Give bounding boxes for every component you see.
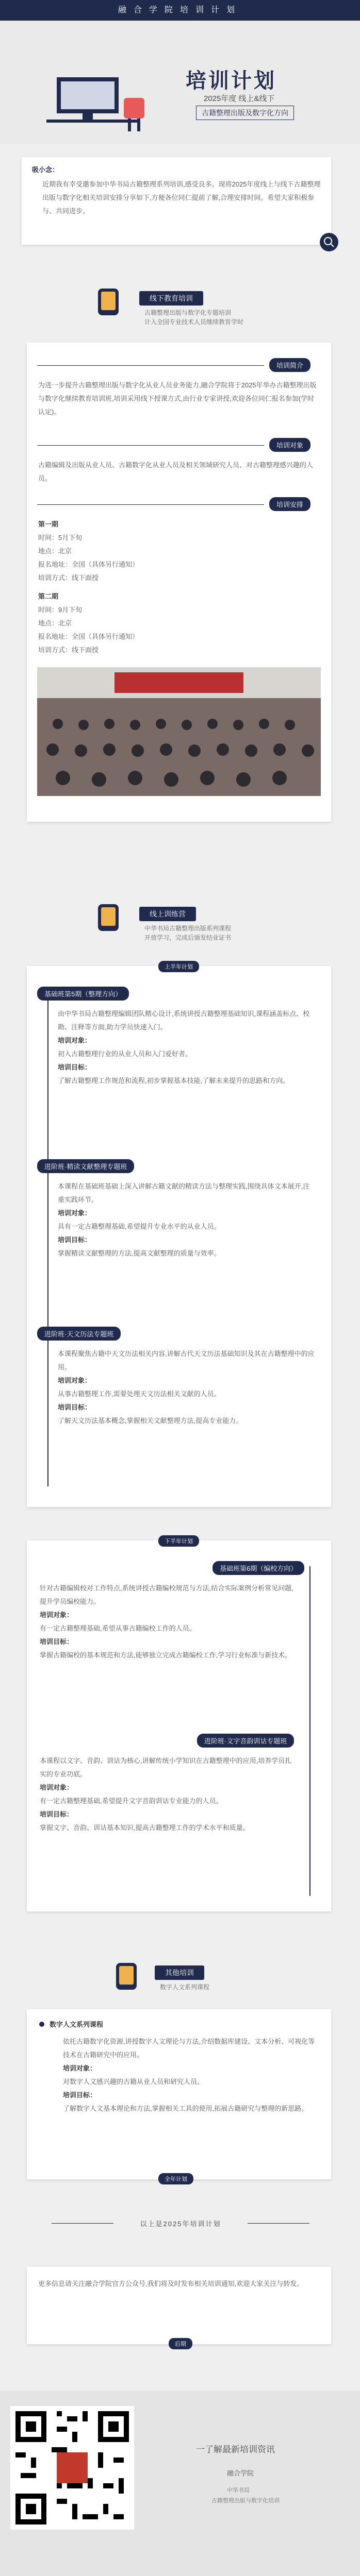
session-2 bbox=[38, 590, 317, 657]
hero-banner bbox=[0, 21, 360, 144]
course-title: 进阶班·文字音韵训诂专题班 bbox=[197, 1734, 294, 1748]
footer-line-left bbox=[52, 2223, 113, 2224]
top-bar bbox=[0, 0, 360, 21]
obj-text: 初入古籍整理行业的从业人员和入门爱好者。 bbox=[58, 1050, 192, 1058]
goal-text: 掌握古籍编校的基本规范和方法,能够独立完成古籍编校工作,学习行业标准与新技术。 bbox=[40, 1651, 292, 1659]
intro-body: 近期我有幸受邀参加中华书局古籍整理系列培训,感受良多。现将2025年度线上与线下古籍整理出版与数字化相关培训安排分享如下,方便各位同仁提前了解,合理安排时间。希望大家积极参与、共同进步。 bbox=[42, 180, 321, 215]
offline-card bbox=[27, 343, 331, 822]
goal-text: 掌握精读文献整理的方法,提高文献整理的质量与效率。 bbox=[58, 1249, 221, 1257]
obj-label: 培训对象： bbox=[58, 1209, 92, 1217]
tail-sub-3: 古籍整理出版与数字化培训 bbox=[211, 2498, 280, 2504]
offline-intro-body: 为进一步提升古籍整理出版与数字化从业人员业务能力,融合学院将于2025年举办古籍整理出版与数字化继续教育培训班,培训采用线下授课方式,由行业专家讲授,欢迎各位同仁报名参加(学时认定)。 bbox=[38, 381, 317, 416]
session-1 bbox=[38, 518, 317, 585]
tail-slogan: 一了解最新培训资讯 bbox=[196, 2445, 275, 2454]
course-body: 本课程在基础班基础上深入讲解古籍文献的精读方法与整理实践,围绕具体文本展开,注重实践环节。 bbox=[58, 1182, 310, 1204]
obj-text: 对数字人文感兴趣的古籍从业人员和研究人员。 bbox=[63, 2078, 204, 2086]
offline-intro-title: 培训简介 bbox=[269, 358, 310, 372]
session-time: 时间：9月下旬 bbox=[38, 606, 83, 614]
session-title: 第一期 bbox=[38, 520, 59, 528]
hero-subtitle: 2025年度 线上&线下 bbox=[204, 94, 275, 103]
obj-label: 培训对象： bbox=[40, 1611, 74, 1619]
h1-badge: 上半年计划 bbox=[158, 961, 199, 972]
desk-illustration bbox=[41, 57, 155, 134]
qr-icon[interactable] bbox=[10, 2406, 134, 2530]
tail-sub-1: 融合学院 bbox=[227, 2469, 254, 2477]
h2-badge: 下半年计划 bbox=[158, 1535, 199, 1547]
tail-badge: 后期 bbox=[169, 2338, 192, 2349]
top-bar-text: 融合学院培训计划 bbox=[118, 6, 242, 14]
obj-text: 从事古籍整理工作,需要处理天文历法相关文献的人员。 bbox=[58, 1390, 221, 1398]
hero-tag: 古籍整理出版及数字化方向 bbox=[196, 106, 294, 120]
bottom-section bbox=[0, 2391, 360, 2576]
timeline-line bbox=[47, 992, 48, 1486]
offline-caption-2: 计入全国专业技术人员继续教育学时 bbox=[144, 318, 244, 326]
course-3 bbox=[58, 1347, 316, 1428]
intro-heading: 吸小念： bbox=[32, 166, 59, 174]
session-form: 培训方式：线下面授 bbox=[38, 646, 99, 654]
online-h1-card bbox=[27, 966, 331, 1507]
course-title: 进阶班·天文历法专题班 bbox=[37, 1327, 121, 1341]
search-icon[interactable] bbox=[320, 233, 338, 251]
goal-text: 了解古籍整理工作规范和流程,初步掌握基本技能,了解未来提升的思路和方向。 bbox=[58, 1077, 290, 1084]
obj-label: 培训对象： bbox=[40, 1784, 74, 1791]
divider bbox=[37, 365, 264, 366]
online-title: 线上训练营 bbox=[139, 907, 196, 921]
divider bbox=[37, 445, 264, 446]
goal-label: 培训目标： bbox=[58, 1236, 92, 1244]
goal-text: 掌握文字、音韵、训诂基本知识,提高古籍整理工作的学术水平和质量。 bbox=[40, 1824, 250, 1832]
phone-icon bbox=[98, 289, 119, 315]
goal-label: 培训目标： bbox=[63, 2091, 97, 2099]
obj-label: 培训对象： bbox=[63, 2064, 97, 2072]
footer-note: 以上是2025年培训计划 bbox=[140, 2220, 221, 2228]
offline-caption-1: 古籍整理出版与数字化专题培训 bbox=[144, 309, 232, 316]
obj-label: 培训对象： bbox=[58, 1377, 92, 1384]
course-body: 本课程聚焦古籍中天文历法相关内容,讲解古代天文历法基础知识及其在古籍整理中的应用。 bbox=[58, 1350, 315, 1371]
session-place: 地点：北京 bbox=[38, 619, 72, 627]
session-place: 地点：北京 bbox=[38, 547, 72, 555]
divider bbox=[37, 504, 264, 505]
obj-label: 培训对象： bbox=[58, 1037, 92, 1044]
session-org: 报名地址：全国（具体另行通知） bbox=[38, 561, 139, 568]
offline-title: 线下教育培训 bbox=[139, 291, 203, 306]
other-badge: 全年计划 bbox=[158, 2173, 193, 2184]
other-course bbox=[63, 2035, 316, 2115]
offline-audience-title: 培训对象 bbox=[269, 438, 310, 452]
goal-label: 培训目标： bbox=[40, 1810, 74, 1818]
session-time: 时间：5月下旬 bbox=[38, 534, 83, 541]
course-title: 基础班第6期（编校方向） bbox=[212, 1561, 304, 1575]
tail-card bbox=[27, 2267, 331, 2347]
intro-card bbox=[22, 157, 331, 245]
offline-audience-body: 古籍编辑及出版从业人员、古籍数字化从业人员及相关领域研究人员、对古籍整理感兴趣的人员。 bbox=[38, 461, 314, 482]
obj-text: 具有一定古籍整理基础,希望提升专业水平的从业人员。 bbox=[58, 1223, 221, 1230]
other-card bbox=[27, 2009, 331, 2182]
session-form: 培训方式：线下面授 bbox=[38, 574, 99, 582]
obj-text: 有一定古籍整理基础,希望提升文字音韵训诂专业能力的人员。 bbox=[40, 1797, 223, 1805]
phone-icon bbox=[116, 1963, 137, 1990]
timeline-line bbox=[309, 1566, 310, 1896]
footer-line-right bbox=[248, 2223, 309, 2224]
goal-label: 培训目标： bbox=[58, 1403, 92, 1411]
other-course-title: 数字人文系列课程 bbox=[50, 2021, 104, 2028]
course-5 bbox=[40, 1754, 298, 1835]
session-title: 第二期 bbox=[38, 592, 59, 600]
online-h2-card bbox=[27, 1540, 331, 1911]
course-title: 进阶班·精读文献整理专题班 bbox=[37, 1159, 134, 1173]
goal-text: 了解天文历法基本概念,掌握相关文献整理方法,提高专业能力。 bbox=[58, 1417, 243, 1425]
other-caption: 数字人文系列课程 bbox=[160, 1984, 210, 1991]
bullet-dot bbox=[39, 2022, 44, 2027]
tail-text: 更多信息请关注融合学院官方公众号,我们将及时发布相关培训通知,欢迎大家关注与转发。 bbox=[38, 2280, 304, 2287]
session-org: 报名地址：全国（具体另行通知） bbox=[38, 633, 139, 640]
course-title: 基础班第5期（整理方向） bbox=[37, 987, 129, 1001]
classroom-photo bbox=[37, 667, 321, 796]
online-caption-2: 开放学习，完成后颁发结业证书 bbox=[144, 934, 232, 941]
obj-text: 有一定古籍整理基础,希望从事古籍编校工作的人员。 bbox=[40, 1624, 196, 1632]
course-body: 本课程以文字、音韵、训诂为核心,讲解传统小学知识在古籍整理中的应用,培养学员扎实的专业功底。 bbox=[40, 1757, 292, 1778]
course-2 bbox=[58, 1180, 316, 1260]
goal-text: 了解数字人文基本理论和方法,掌握相关工具的使用,拓展古籍研究与整理的新思路。 bbox=[63, 2105, 308, 2112]
phone-icon bbox=[98, 904, 119, 931]
course-body: 针对古籍编辑校对工作特点,系统讲授古籍编校规范与方法,结合实际案例分析常见问题,提升学员编校能力。 bbox=[40, 1584, 293, 1605]
online-caption-1: 中华书局古籍整理出版系列课程 bbox=[144, 925, 232, 932]
course-body: 由中华书局古籍整理编辑团队精心设计,系统讲授古籍整理基础知识,课程涵盖标点、校勘、注释等方面,助力学员快速入门。 bbox=[58, 1010, 310, 1031]
other-title: 其他培训 bbox=[155, 1965, 204, 1980]
tail-sub-2: 中华书局 bbox=[227, 2487, 250, 2494]
course-1 bbox=[58, 1007, 316, 1088]
course-4 bbox=[40, 1582, 298, 1662]
offline-schedule-title: 培训安排 bbox=[269, 497, 310, 511]
goal-label: 培训目标： bbox=[40, 1638, 74, 1646]
page-title: 培训计划 bbox=[186, 70, 276, 92]
goal-label: 培训目标： bbox=[58, 1063, 92, 1071]
course-body: 依托古籍数字化资源,讲授数字人文理论与方法,介绍数据库建设、文本分析、可视化等技术在古籍研究中的应用。 bbox=[63, 2038, 315, 2059]
